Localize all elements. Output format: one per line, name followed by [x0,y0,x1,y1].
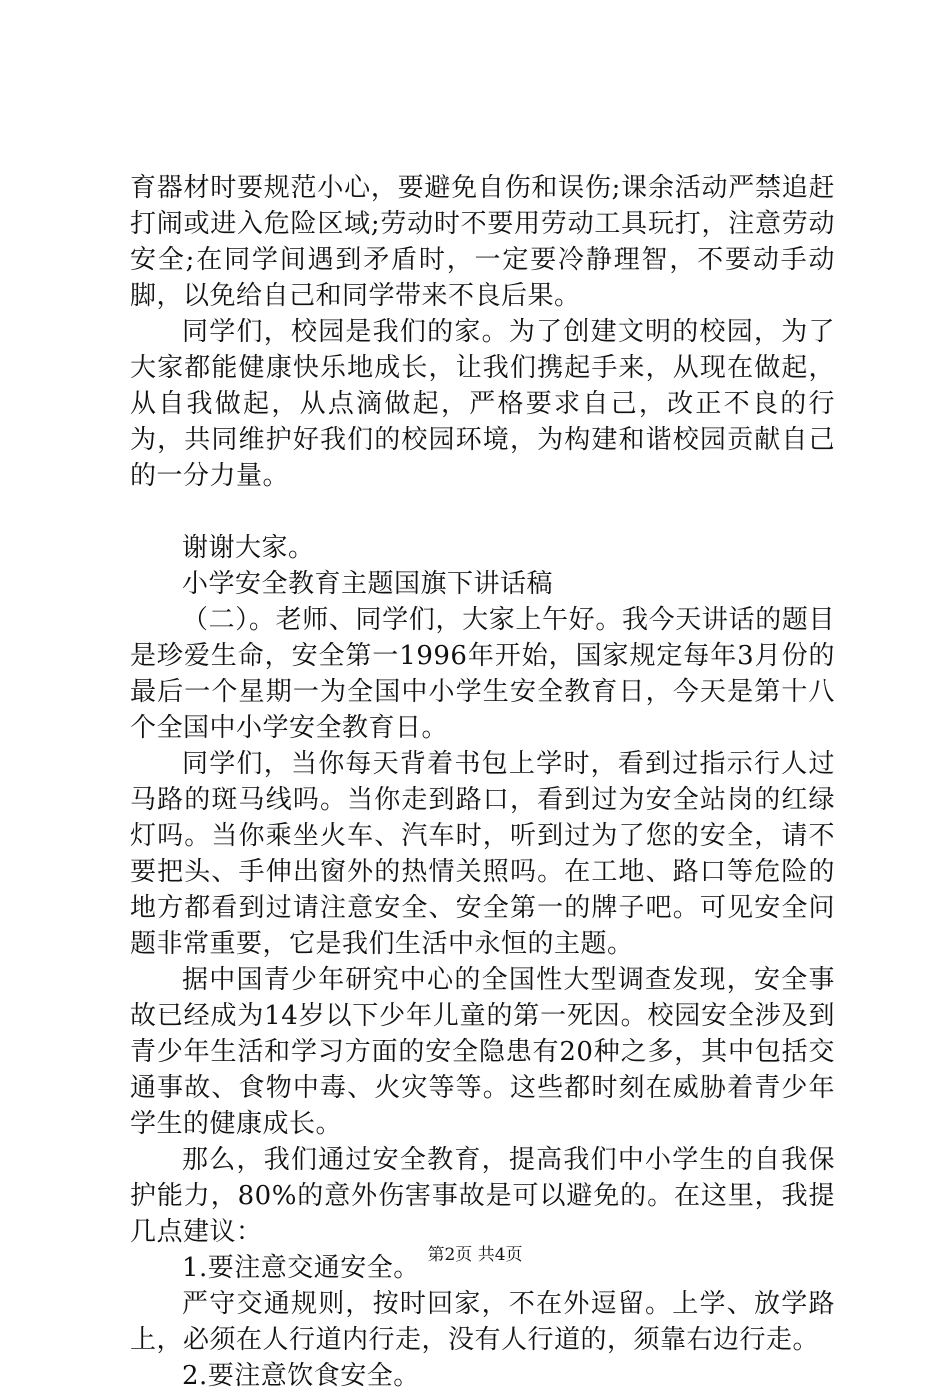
paragraph-survey: 据中国青少年研究中心的全国性大型调查发现，安全事故已经成为14岁以下少年儿童的第一死因。校园安全涉及到青少年生活和学习方面的安全隐患有20种之多，其中包括交通事故、食物中毒、火灾等等。这些都时刻在威胁着青少年学生的健康成长。 [130,965,835,1139]
paragraph-safety-signs: 同学们，当你每天背着书包上学时，看到过指示行人过马路的斑马线吗。当你走到路口，看到过为安全站岗的红绿灯吗。当你乘坐火车、汽车时，听到过为了您的安全，请不要把头、手伸出窗外的热情关照吗。在工地、路口等危险的地方都看到过请注意安全、安全第一的牌子吧。可见安全问题非常重要，它是我们生活中永恒的主题。 [130,749,835,959]
blank-line [130,494,835,530]
section-title: 小学安全教育主题国旗下讲话稿 [182,569,554,599]
paragraph-continuation: 育器材时要规范小心，要避免自伤和误伤;课余活动严禁追赶打闹或进入危险区域;劳动时不要用劳动工具玩打，注意劳动安全;在同学间遇到矛盾时，一定要冷静理智，不要动手动脚，以免给自己和同学带来不良后果。 [130,173,835,311]
list-item-traffic-safety: 1.要注意交通安全。 [182,1253,420,1283]
list-item-food-safety: 2.要注意饮食安全。 [182,1361,420,1391]
paragraph-traffic-rules: 严守交通规则，按时回家，不在外逗留。上学、放学路上，必须在人行道内行走，没有人行道的，须靠右边行走。 [130,1289,835,1355]
paragraph-speech-opening: （二）。老师、同学们，大家上午好。我今天讲话的题目是珍爱生命，安全第一1996年开始，国家规定每年3月份的最后一个星期一为全国中小学生安全教育日，今天是第十八个全国中小学安全教育日。 [130,605,835,743]
paragraph-suggestions-intro: 那么，我们通过安全教育，提高我们中小学生的自我保护能力，80%的意外伤害事故是可以避免的。在这里，我提几点建议： [130,1145,835,1247]
document-body [130,170,835,1394]
page-footer: 第2页 共4页 [427,1245,523,1265]
paragraph-campus-home: 同学们，校园是我们的家。为了创建文明的校园，为了大家都能健康快乐地成长，让我们携起手来，从现在做起，从自我做起，从点滴做起，严格要求自己，改正不良的行为，共同维护好我们的校园环境，为构建和谐校园贡献自己的一分力量。 [130,317,835,491]
paragraph-thanks: 谢谢大家。 [182,533,315,563]
